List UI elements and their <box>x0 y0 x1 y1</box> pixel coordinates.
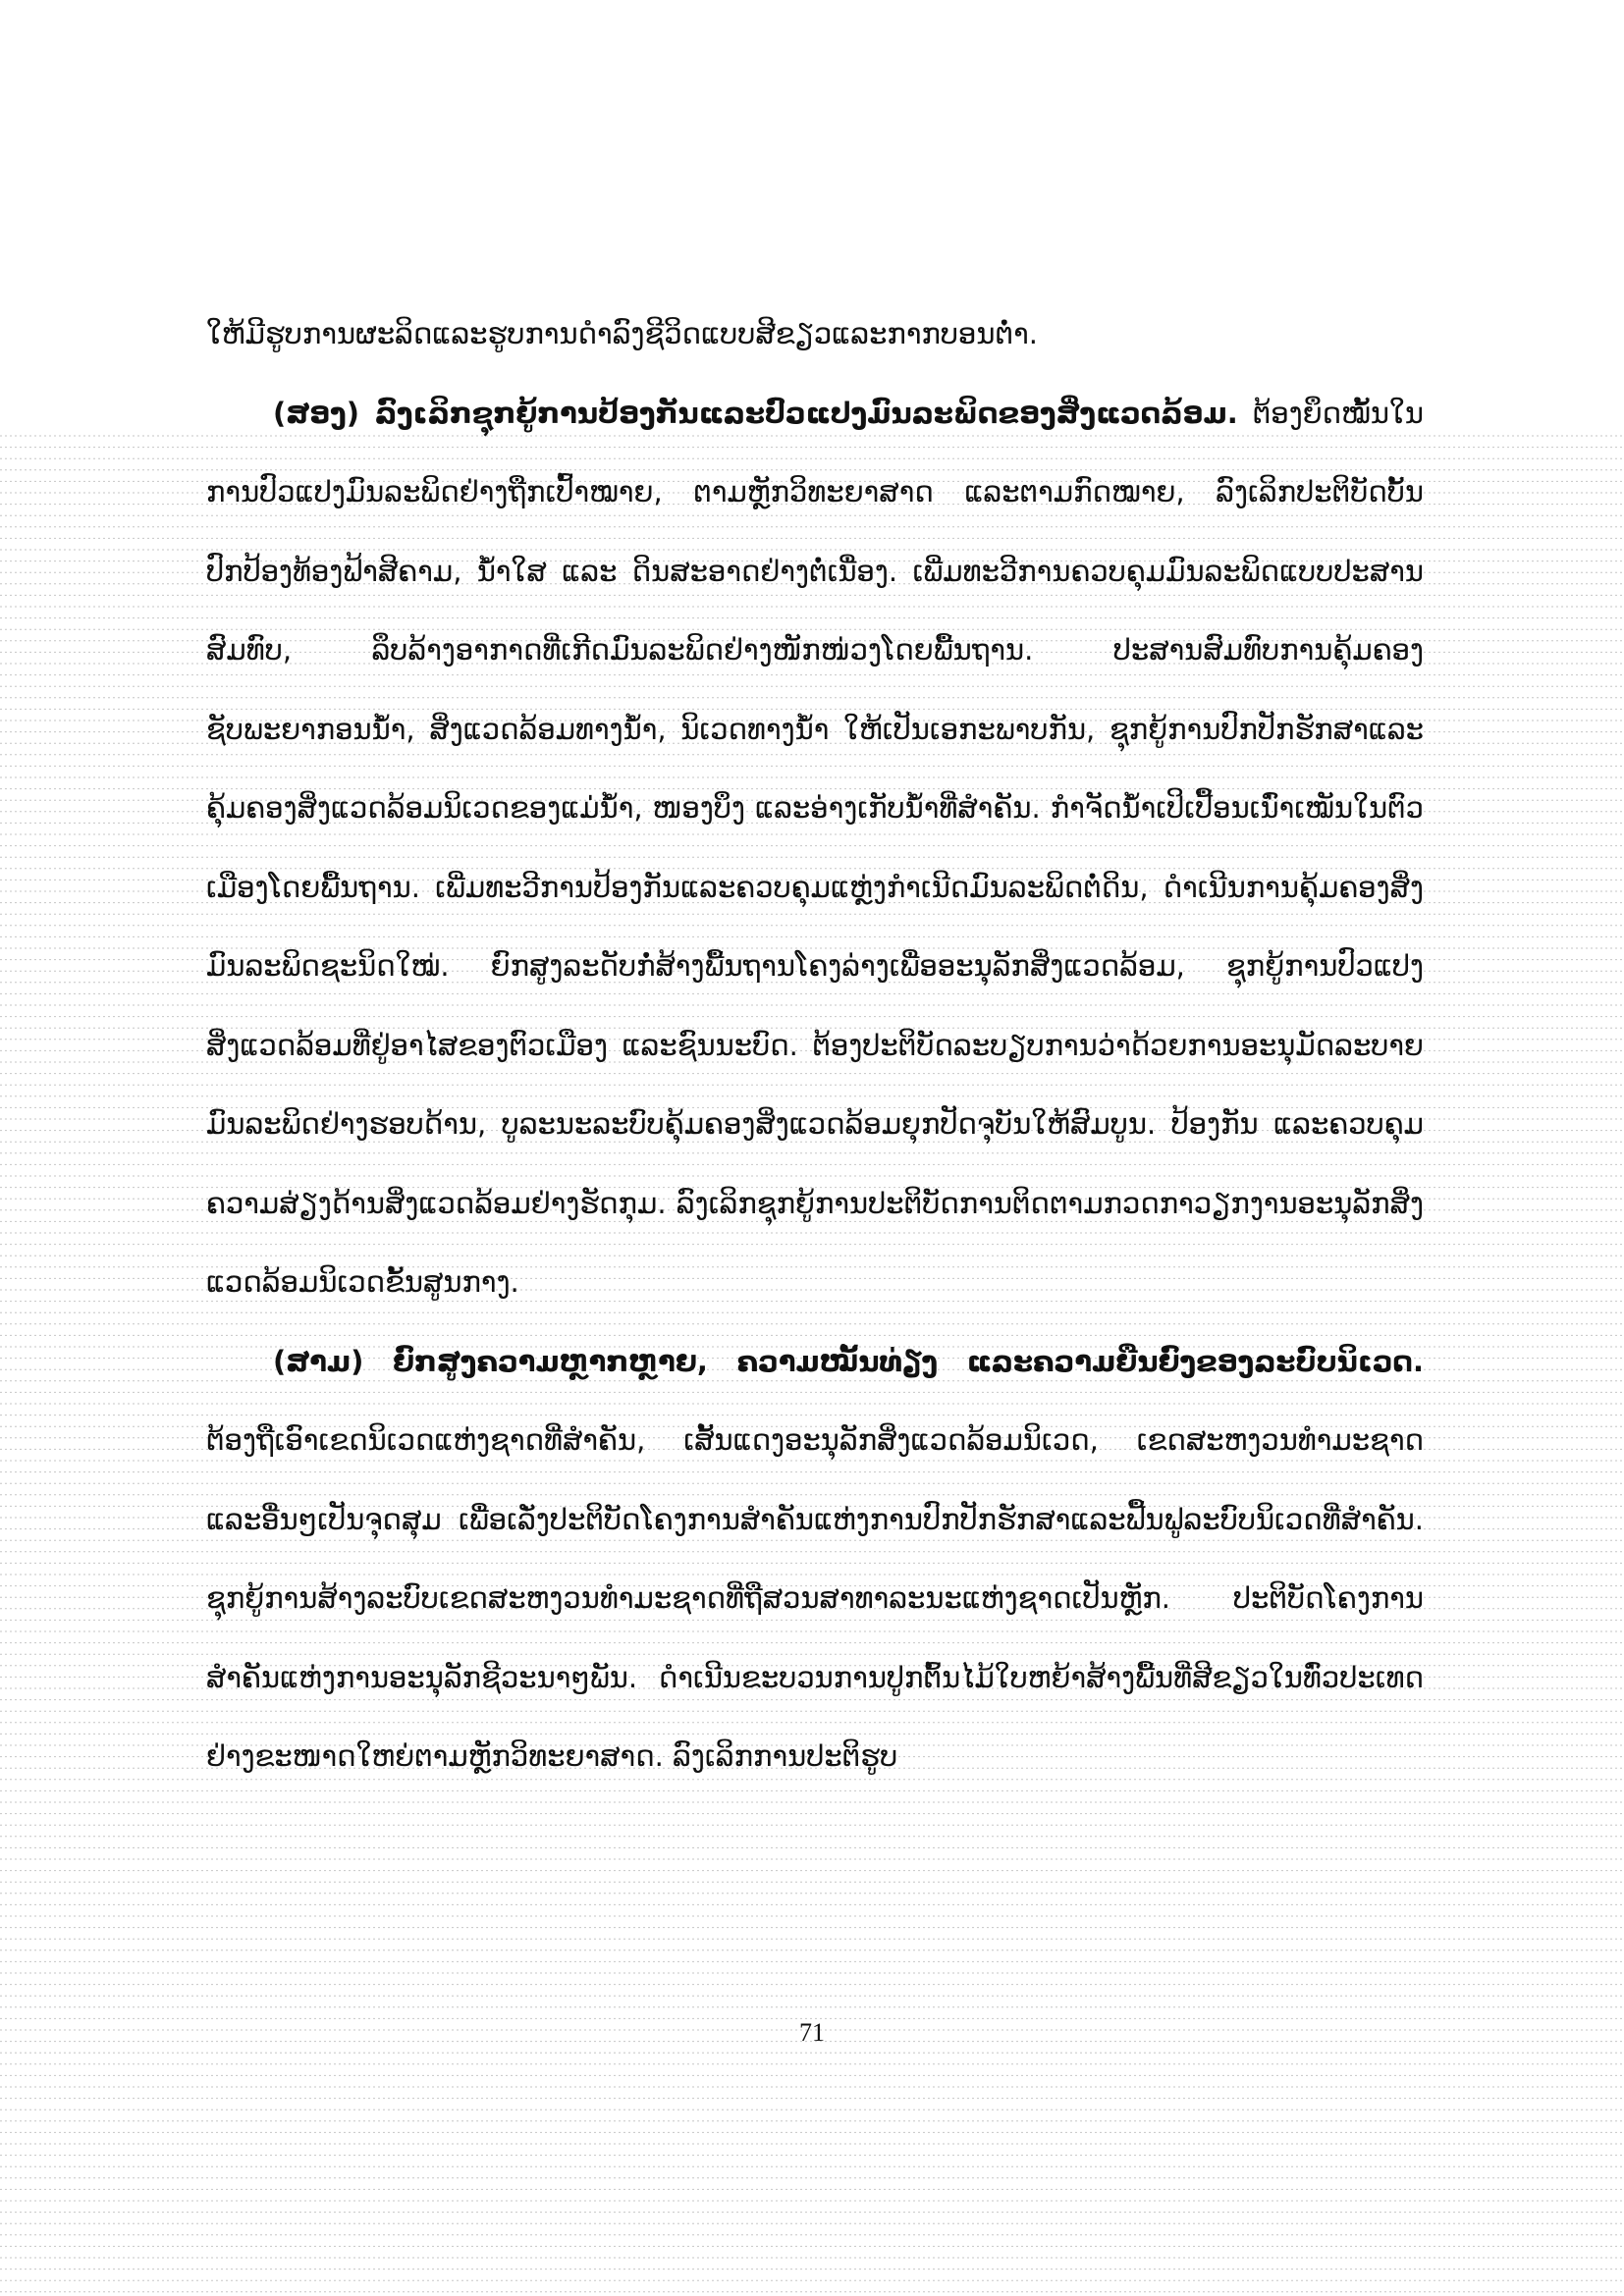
section-heading-2: (ສອງ) ລົງເລິກຊຸກຍູ້ການປ້ອງກັນແລະປົວແປງມົນລະພິດຂອງສິ່ງແວດລ້ອມ. <box>273 396 1238 430</box>
section-body-2: ຕ້ອງຍຶດໝັ້ນໃນການປົວແປງມົນລະພິດຢ່າງຖືກເປົ້າໝາຍ, ຕາມຫຼັກວິທະຍາສາດ ແລະຕາມກົດໝາຍ, ລົງເລິກປະຕິບັດບັ້ນປົກປ້ອງທ້ອງຟ້າສີຄາມ, ນ້ຳໃສ ແລະ ດິນສະອາດຢ່າງຕໍ່ເນື່ອງ. ເພີ່ມທະວີການຄວບຄຸມມົນລະພິດແບບປະສານສົມທົບ, ລຶບລ້າງອາກາດທີ່ເກີດມົນລະພິດຢ່າງໜັກໜ່ວງໂດຍພື້ນຖານ. ປະສານສົມທົບການຄຸ້ມຄອງຊັບພະຍາກອນນ້ຳ, ສິ່ງແວດລ້ອມທາງນ້ຳ, ນິເວດທາງນ້ຳ ໃຫ້ເປັນເອກະພາບກັນ, ຊຸກຍູ້ການປົກປັກຮັກສາແລະຄຸ້ມຄອງສິ່ງແວດລ້ອມນິເວດຂອງແມ່ນ້ຳ, ໜອງບຶງ ແລະອ່າງເກັບນ້ຳທີ່ສຳຄັນ. ກຳຈັດນ້ຳເປິເປື້ອນເນົ່າເໝັນໃນຕົວເມືອງໂດຍພື້ນຖານ. ເພີ່ມທະວີການປ້ອງກັນແລະຄວບຄຸມແຫຼ່ງກຳເນີດມົນລະພິດຕໍ່ດິນ, ດຳເນີນການຄຸ້ມຄອງສິ່ງມົນລະພິດຊະນິດໃໝ່. ຍົກສູງລະດັບກໍ່ສ້າງພື້ນຖານໂຄງລ່າງເພື່ອອະນຸລັກສິ່ງແວດລ້ອມ, ຊຸກຍູ້ການປົວແປງສິ່ງແວດລ້ອມທີ່ຢູ່ອາໄສຂອງຕົວເມືອງ ແລະຊົນນະບົດ. ຕ້ອງປະຕິບັດລະບຽບການວ່າດ້ວຍການອະນຸມັດລະບາຍມົນລະພິດຢ່າງຮອບດ້ານ, ບູລະນະລະບົບຄຸ້ມຄອງສິ່ງແວດລ້ອມຍຸກປັດຈຸບັນໃຫ້ສົມບູນ. ປ້ອງກັນ ແລະຄວບຄຸມຄວາມສ່ຽງດ້ານສິ່ງແວດລ້ອມຢ່າງຮັດກຸມ. ລົງເລິກຊຸກຍູ້ການປະຕິບັດການຕິດຕາມກວດກາວຽກງານອະນຸລັກສິ່ງແວດລ້ອມນິເວດຂັ້ນສູນກາງ. <box>206 396 1424 1299</box>
section-paragraph-2 <box>206 374 1424 1322</box>
continuation-paragraph <box>206 294 1424 374</box>
section-paragraph-3 <box>206 1322 1424 1796</box>
continuation-text: ໃຫ້ມີຮູບການຜະລິດແລະຮູບການດຳລົງຊີວິດແບບສີຂຽວແລະກາກບອນຕ່ຳ. <box>206 317 1038 350</box>
page-number: 71 <box>799 2018 825 2047</box>
document-body <box>206 294 1424 1796</box>
section-heading-3: (ສາມ) ຍົກສູງຄວາມຫຼາກຫຼາຍ, ຄວາມໝັ້ນທ່ຽງ ແລະຄວາມຍືນຍົງຂອງລະບົບນິເວດ. <box>273 1344 1424 1378</box>
section-body-3: ຕ້ອງຖືເອົາເຂດນິເວດແຫ່ງຊາດທີ່ສຳຄັນ, ເສັ້ນແດງອະນຸລັກສິ່ງແວດລ້ອມນິເວດ, ເຂດສະຫງວນທຳມະຊາດ ແລະອື່ນໆເປັນຈຸດສຸມ ເພື່ອເລັ່ງປະຕິບັດໂຄງການສຳຄັນແຫ່ງການປົກປັກຮັກສາແລະຟື້ນຟູລະບົບນິເວດທີ່ສຳຄັນ. ຊຸກຍູ້ການສ້າງລະບົບເຂດສະຫງວນທຳມະຊາດທີ່ຖືສວນສາທາລະນະແຫ່ງຊາດເປັນຫຼັກ. ປະຕິບັດໂຄງການສຳຄັນແຫ່ງການອະນຸລັກຊີວະນາໆພັນ. ດຳເນີນຂະບວນການປູກຕົ້ນໄມ້ໃບຫຍ້າສ້າງພື້ນທີ່ສີຂຽວໃນທົ່ວປະເທດຢ່າງຂະໜາດໃຫຍ່ຕາມຫຼັກວິທະຍາສາດ. ລົງເລິກການປະຕິຮູບ <box>206 1423 1424 1773</box>
